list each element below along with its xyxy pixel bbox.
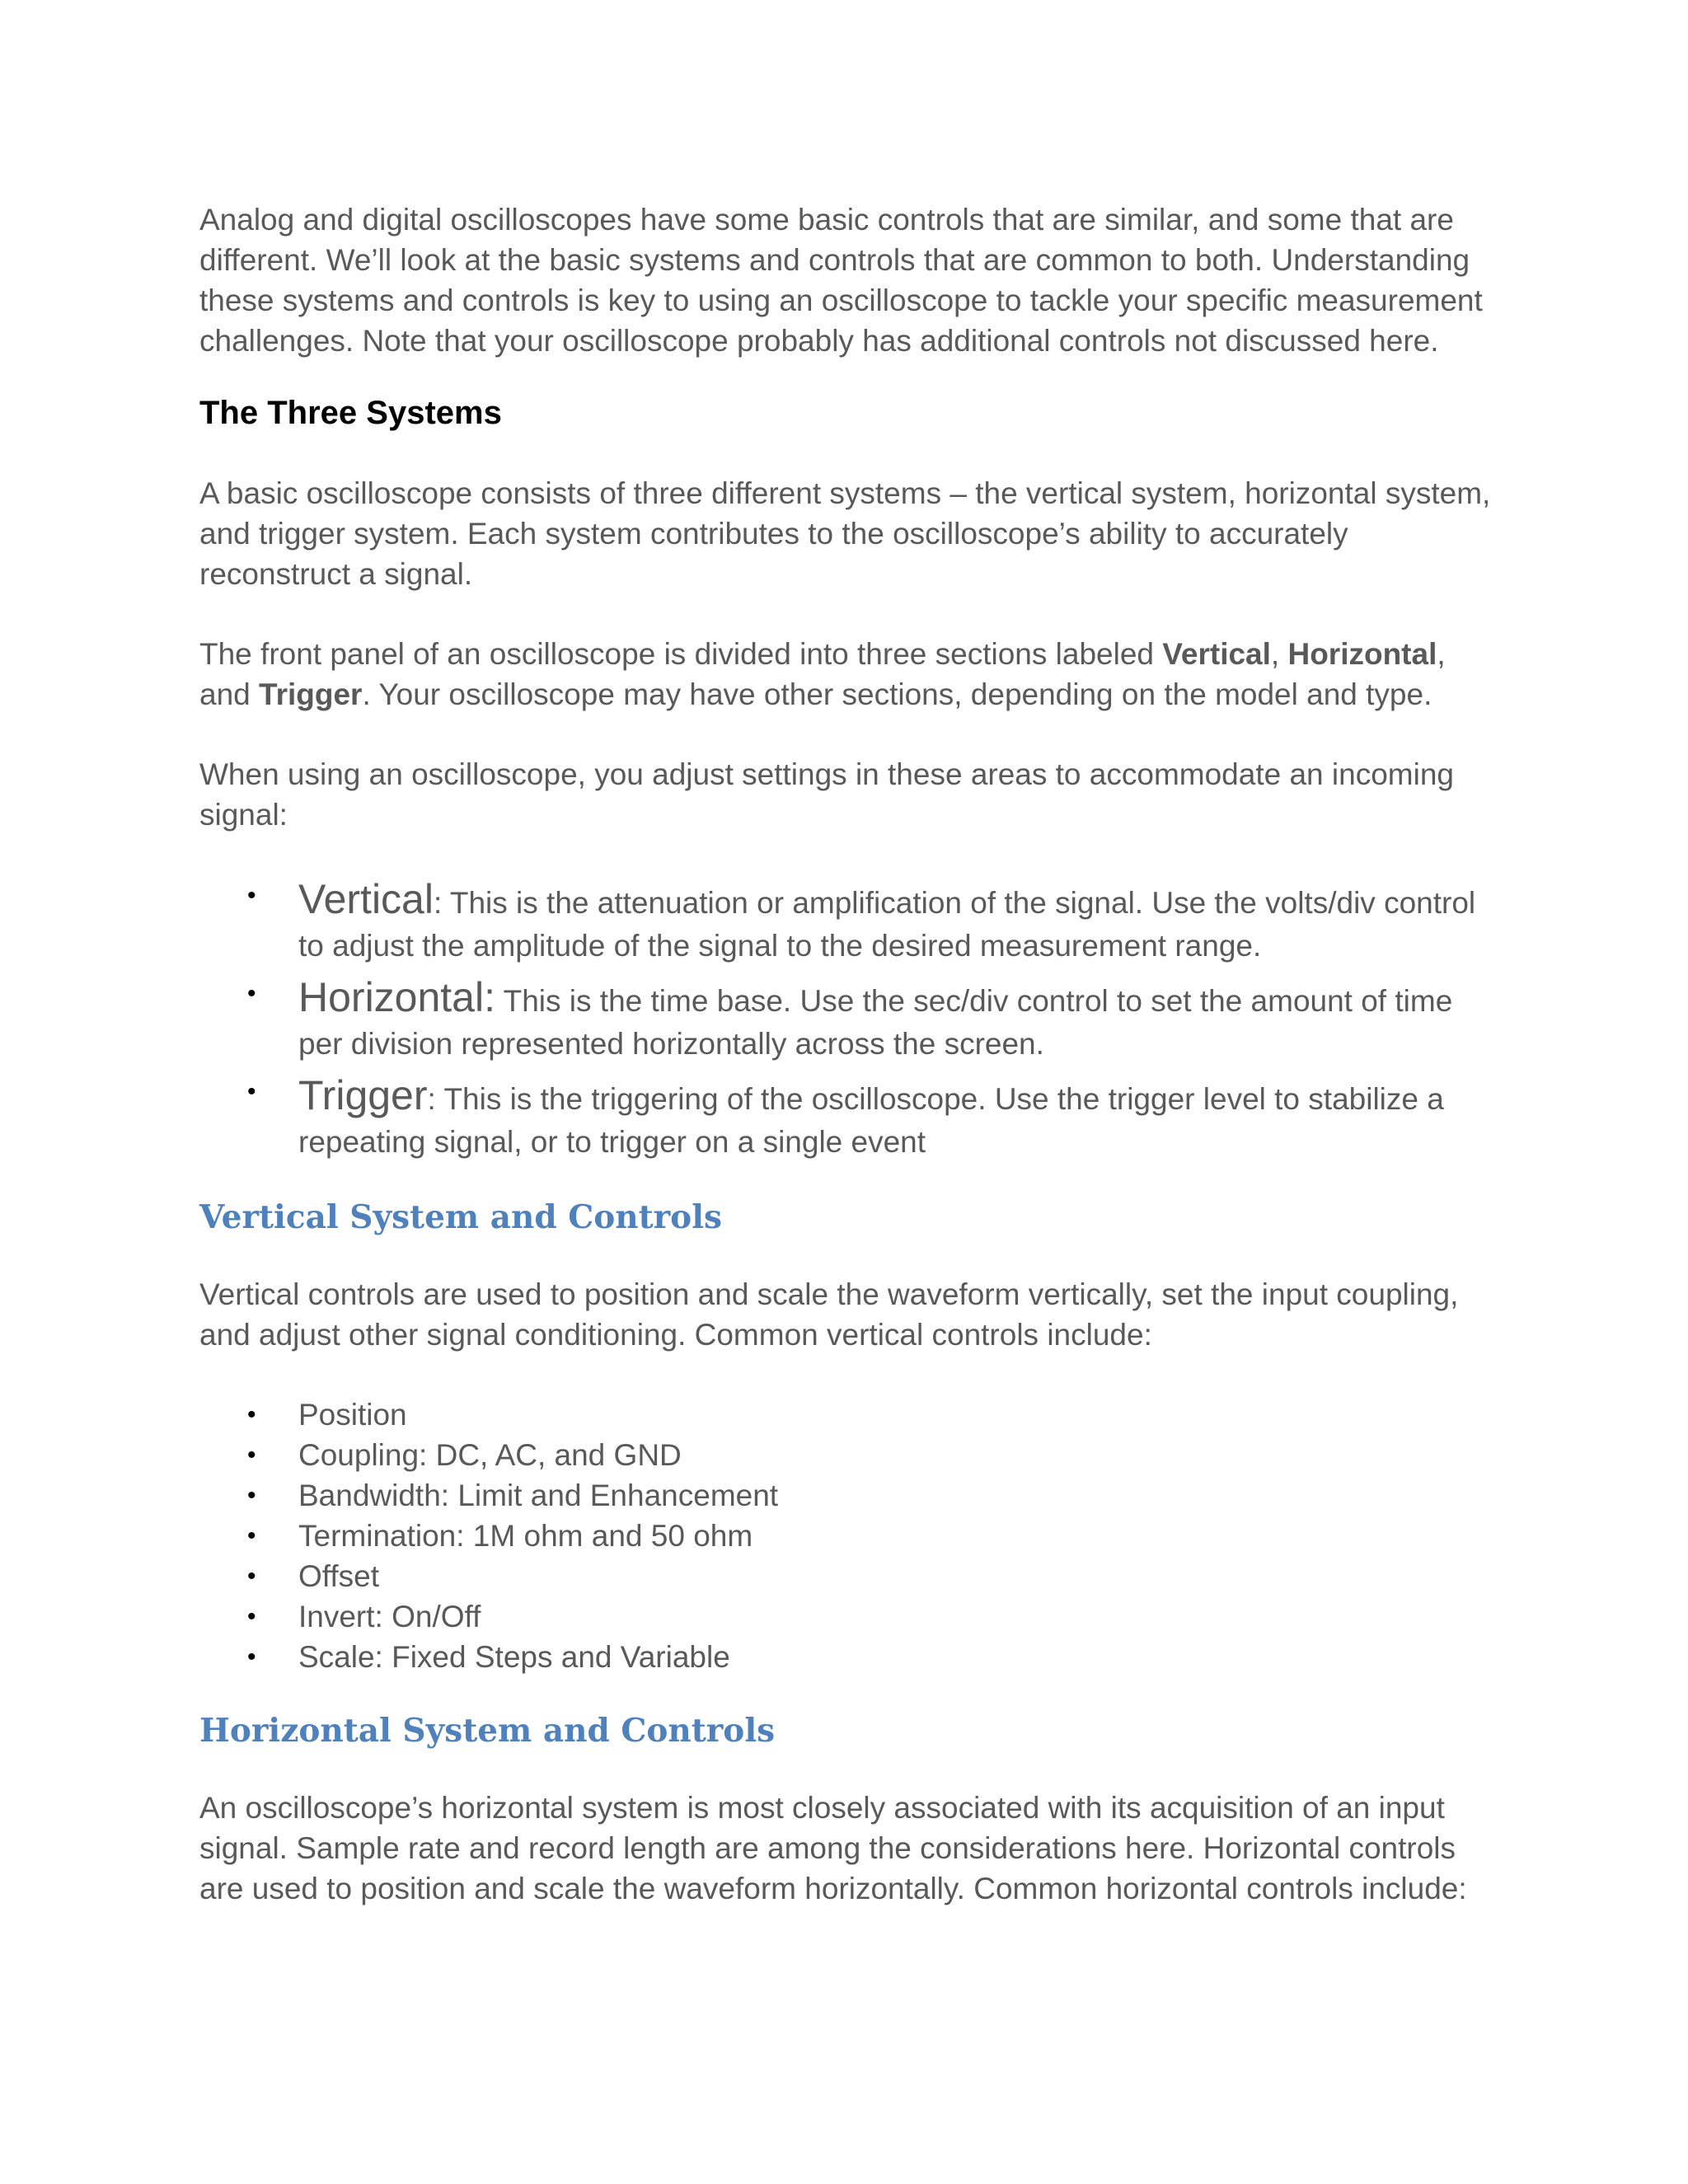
list-item [199,1071,1493,1164]
list-item [199,1475,1493,1516]
list-item-text: Bandwidth: Limit and Enhancement [298,1479,779,1512]
list-item-text: Termination: 1M ohm and 50 ohm [298,1519,753,1553]
list-item [199,1637,1493,1677]
list-item-text: Offset [298,1559,380,1593]
three-systems-paragraph-2 [199,634,1493,715]
three-systems-paragraph-3: When using an oscilloscope, you adjust settings in these areas to accommodate an incoming signal: [199,757,1454,832]
bullet-icon: • [247,1401,256,1428]
bold-term-vertical: Vertical [1162,637,1271,671]
paragraph-text: , [1270,637,1288,671]
bullet-separator [495,984,504,1018]
bullet-icon: • [247,1441,256,1469]
bullet-icon: • [247,882,256,909]
bullet-icon: • [247,1643,256,1671]
section-heading-vertical-system: Vertical System and Controls [199,1198,722,1236]
bullet-separator: : [433,886,450,920]
paragraph-text: The front panel of an oscilloscope is divided into three sections labeled [199,637,1163,671]
list-item [199,1596,1493,1637]
list-item [199,1394,1493,1435]
bullet-term-trigger: Trigger [298,1072,428,1118]
paragraph-text: . Your oscilloscope may have other sections, depending on the model and type. [362,677,1432,711]
intro-paragraph: Analog and digital oscilloscopes have some basic controls that are similar, and some that are different. We’ll look at the basic systems and controls that are common to both. Understanding these systems and controls is key to using an oscilloscope to tackle your specific measurement challenges. Note that your oscilloscope probably has additional controls not discussed here. [199,203,1483,358]
section-heading-three-systems: The Three Systems [199,395,502,431]
bullet-icon: • [247,1482,256,1509]
list-item [199,1556,1493,1596]
bullet-icon: • [247,980,256,1007]
bullet-icon: • [247,1603,256,1630]
list-item-text: Coupling: DC, AC, and GND [298,1438,682,1472]
bold-term-horizontal: Horizontal [1287,637,1437,671]
vertical-system-paragraph: Vertical controls are used to position and scale the waveform vertically, set the input coupling, and adjust other signal conditioning. Common vertical controls include: [199,1277,1459,1352]
list-item [199,874,1493,968]
list-item [199,972,1493,1066]
bullet-text: This is the time base. Use the sec/div control to set the amount of time per division represented horizontally across the screen. [298,984,1453,1061]
bullet-text: This is the attenuation or amplification of the signal. Use the volts/div control to adjust the amplitude of the signal to the desired measurement range. [298,886,1476,963]
list-item-text: Position [298,1398,407,1432]
bullet-separator: : [427,1082,444,1116]
bullet-term-horizontal: Horizontal: [298,974,495,1020]
vertical-controls-list [199,1394,1493,1677]
bullet-text: This is the triggering of the oscilloscope. Use the trigger level to stabilize a repeating signal, or to trigger on a single event [298,1082,1444,1159]
paragraph-text: , and [199,637,1446,711]
bullet-icon: • [247,1563,256,1590]
three-systems-paragraph-1: A basic oscilloscope consists of three different systems – the vertical system, horizontal system, and trigger system. Each system contributes to the oscilloscope’s ability to accurately reconstruct a signal. [199,476,1491,591]
bullet-icon: • [247,1078,256,1105]
bullet-term-vertical: Vertical [298,876,434,922]
bold-term-trigger: Trigger [259,677,363,711]
list-item [199,1435,1493,1475]
list-item-text: Scale: Fixed Steps and Variable [298,1640,730,1674]
document-page [199,199,1493,1909]
bullet-icon: • [247,1522,256,1549]
section-heading-horizontal-system: Horizontal System and Controls [199,1712,776,1750]
list-item-text: Invert: On/Off [298,1600,481,1633]
systems-bullet-list [199,874,1493,1164]
list-item [199,1516,1493,1556]
horizontal-system-paragraph: An oscilloscope’s horizontal system is most closely associated with its acquisition of an input signal. Sample rate and record length are among the considerations here. Horizontal controls are used to position and scale the waveform horizontally. Common horizontal controls include: [199,1791,1467,1905]
